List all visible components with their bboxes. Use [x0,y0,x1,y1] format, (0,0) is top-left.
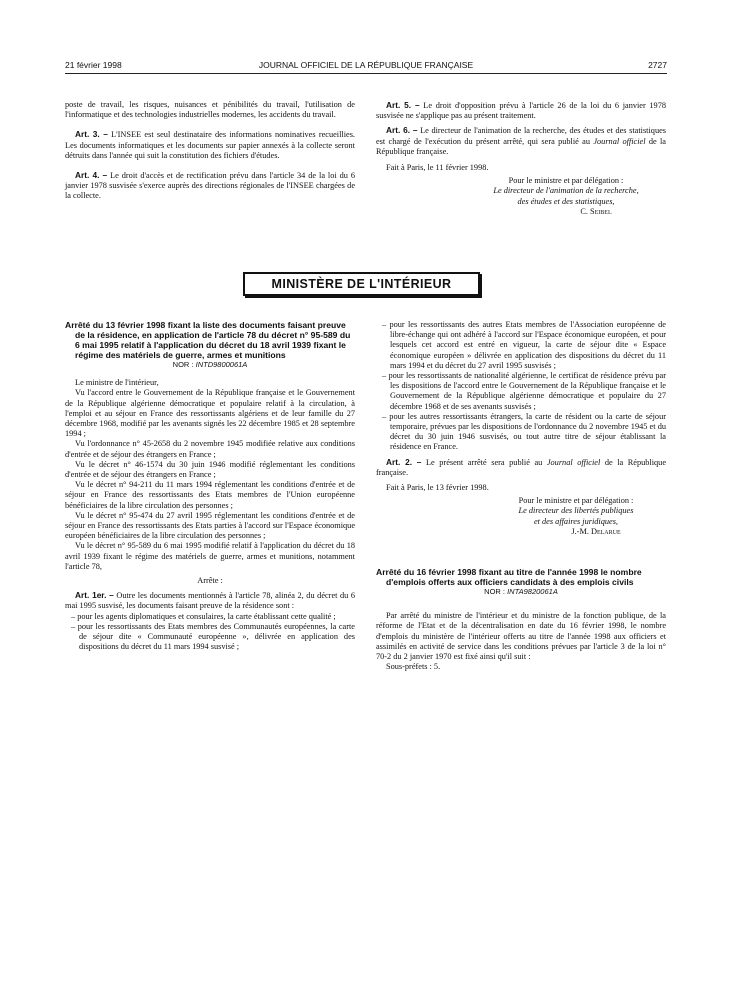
arrete-1-visa-1: Vu l'accord entre le Gouvernement de la République française et le Gouvernement de la République algérienne démocratique et populaire relatif à la circulation, à l'emploi et au séjour en France des ressortissants algériens et de leur famille du 27 décembre 1968, modifié par les avenants signés les 22 décembre 1985 et 28 septembre 1994 ; [65,388,355,439]
arrete-1-visa-2: Vu l'ordonnance n° 45-2658 du 2 novembre 1945 modifiée relative aux conditions d'entrée et de séjour des étrangers en France ; [65,439,355,459]
arrete-2-sous-prefets: Sous-préfets : 5. [386,662,441,672]
article-6 [376,125,666,157]
top-left-column [65,100,355,202]
ministry-banner [243,272,480,296]
arrete-2-body: Par arrêté du ministre de l'intérieur et du ministre de la fonction publique, de la réforme de l'Etat et de la décentralisation en date du 16 février 1998, le nombre d'emplois du ministère de l'intérieur offerts au titre de l'année 1998 aux officiers et assimilés en activité de service dans les conditions prévues par l'article 3 de la loi n° 70-2 du 2 janvier 1970 est fixé ainsi qu'il suit : [376,611,666,662]
arrete-1-article-2-text-a: Le présent arrêté sera publié au [425,457,543,467]
arrete-1-signature-line-1: Pour le ministre et par délégation : [518,496,634,506]
arrete-1-article-2-text-b: de la République française. [376,457,667,477]
paragraph-continuation: poste de travail, les risques, nuisances et pénibilités du travail, l'utilisation de l'informatique et des technologies industrielles modernes, les accidents du travail. [65,100,355,120]
arrete-1-signature-line-2: Le directeur des libertés publiques [518,506,634,516]
arrete-1-signature-name: J.-M. Delarue [571,526,621,536]
signature-line-1: Pour le ministre et par délégation : [508,176,624,186]
arrete-1-list-item-4: – pour les ressortissants de nationalité algérienne, le certificat de résidence prévu par les dispositions de l'accord entre le Gouvernement de la République française et le Gouvernement de la République algérienne démocratique et populaire du 27 décembre 1968 et de ses avenants susvisés ; [382,371,666,411]
arrete-1-nor [65,360,355,370]
article-3-label: Art. 3. – [75,129,108,140]
bottom-right-column [376,320,666,672]
arrete-2-nor-code: INTA9820061A [507,587,558,597]
arrete-1-visa-3: Vu le décret n° 46-1574 du 30 juin 1946 modifié réglementant les conditions d'entrée et de séjour des étrangers en France ; [65,459,355,480]
header-journal-title: JOURNAL OFFICIEL DE LA RÉPUBLIQUE FRANÇAISE [258,60,474,70]
top-right-column [376,100,666,217]
article-3-text: L'INSEE est seul destinataire des informations nominatives recueillies. Les documents informatiques et les documents sur papier annexés à la collecte seront détruits dans l'année qui suit la constitution des fichiers d'études. [65,130,355,160]
arrete-1-arrete: Arrête : [197,576,223,586]
bottom-left-column [65,320,355,652]
arrete-1-article-2-label: Art. 2. – [386,456,422,467]
arrete-1-article-2 [376,457,666,478]
running-header [65,60,667,72]
arrete-1-fait: Fait à Paris, le 13 février 1998. [386,483,489,493]
article-6-journal: Journal officiel [593,136,646,146]
arrete-1-list-item-5: – pour les autres ressortissants étrangers, la carte de résident ou la carte de séjour temporaire, prévues par les dispositions de l'ordonnance du 2 novembre 1945 et du décret du 30 juin 1946 susvisés, ou tout autre titre de séjour établissant la résidence en France. [382,411,666,452]
signature-line-2: Le directeur de l'animation de la recherche, [493,186,639,196]
arrete-1-visa-5: Vu le décret n° 95-474 du 27 avril 1995 réglementant les conditions d'entrée et de séjour en France des ressortissants des Etats parties à l'accord sur l'Espace économique européen bénéficiaires de la libre circulation des personnes ; [65,510,355,541]
article-4-text: Le droit d'accès et de rectification prévu dans l'article 34 de la loi du 6 janvier 1978 susvisée s'exerce auprès des directions régionales de l'INSEE chargées de la collecte. [65,171,356,201]
arrete-1-signature-line-3: et des affaires juridiques, [533,516,619,526]
article-4 [65,170,355,202]
article-5-text: Le droit d'opposition prévu à l'article 26 de la loi du 6 janvier 1978 susvisée ne s'applique pas au présent traitement. [376,101,666,121]
arrete-2-nor [376,587,666,597]
header-date: 21 février 1998 [65,60,122,70]
arrete-1-list-item-2: – pour les ressortissants des Etats membres des Communautés européennes, la carte de séjour dite « Communauté européenne », délivrée en application des dispositions du décret du 11 mars 1994 susvisé ; [71,621,355,652]
signature-line-3: des études et des statistiques, [517,196,615,206]
arrete-1-article-1-text: Outre les documents mentionnés à l'article 78, alinéa 2, du décret du 6 mai 1995 susvisé, les documents faisant preuve de la résidence sont : [65,591,355,611]
arrete-1-article-1-label: Art. 1er. – [75,590,114,601]
arrete-1-list-item-1: – pour les agents diplomatiques et consulaires, la carte établissant cette qualité ; [71,611,336,621]
arrete-1-visa-4: Vu le décret n° 94-211 du 11 mars 1994 réglementant les conditions d'entrée et de séjour en France des ressortissants des Etats membres de l'Union européenne bénéficiaires de la libre circulation des personnes ; [65,480,355,510]
arrete-1-article-2-journal: Journal officiel [546,457,601,467]
article-4-label: Art. 4. – [75,170,108,181]
arrete-1-nor-label: NOR : [172,360,194,369]
article-3 [65,129,355,161]
signature-name: C. Seibel [580,206,612,216]
arrete-1-visa-6: Vu le décret n° 95-589 du 6 mai 1995 modifié relatif à l'application du décret du 18 avril 1939 fixant le régime des matériels de guerre, armes et munitions, notamment l'article 78, [65,541,355,571]
header-rule [65,73,667,74]
arrete-1-title: Arrêté du 13 février 1998 fixant la liste des documents faisant preuve de la résidence, en application de l'article 78 du décret n° 95-589 du 6 mai 1995 relatif à l'application du décret du 18 avril 1939 fixant le régime des matériels de guerre, armes et munitions [65,320,351,360]
signature-block [466,176,666,217]
ministry-banner-text: MINISTÈRE DE L'INTÉRIEUR [271,277,452,291]
article-5-label: Art. 5. – [386,100,420,110]
arrete-1-minister: Le ministre de l'intérieur, [75,378,159,388]
article-6-label: Art. 6. – [386,125,418,136]
arrete-1-list-item-3: – pour les ressortissants des autres Etats membres de l'Association européenne de libre-échange qui ont adhéré à l'accord sur l'Espace économique européen, et pour lesquels cet accord est entré en vigueur, la carte de séjour dite « Espace économique européen » délivrée en application des dispositions du décret du 11 mars 1994 et du décret du 27 avril 1995 susvisés ; [382,320,666,370]
article-5 [376,100,666,121]
arrete-2-title: Arrêté du 16 février 1998 fixant au titre de l'année 1998 le nombre d'emplois offerts aux officiers candidats à des emplois civils [376,567,642,588]
header-page-number: 2727 [648,60,667,70]
fait-a-paris: Fait à Paris, le 11 février 1998. [386,163,489,173]
arrete-1-nor-code: INTD9800061A [195,360,248,369]
arrete-2-nor-label: NOR : [484,587,505,597]
article-6-text-b: de la République française. [376,136,666,156]
arrete-1-signature-block [486,496,666,537]
arrete-1-article-1 [65,590,355,611]
article-6-text-a: Le directeur de l'animation de la recherche, des études et des statistiques est chargé de l'exécution du présent arrêté, qui sera publié au [376,126,667,146]
